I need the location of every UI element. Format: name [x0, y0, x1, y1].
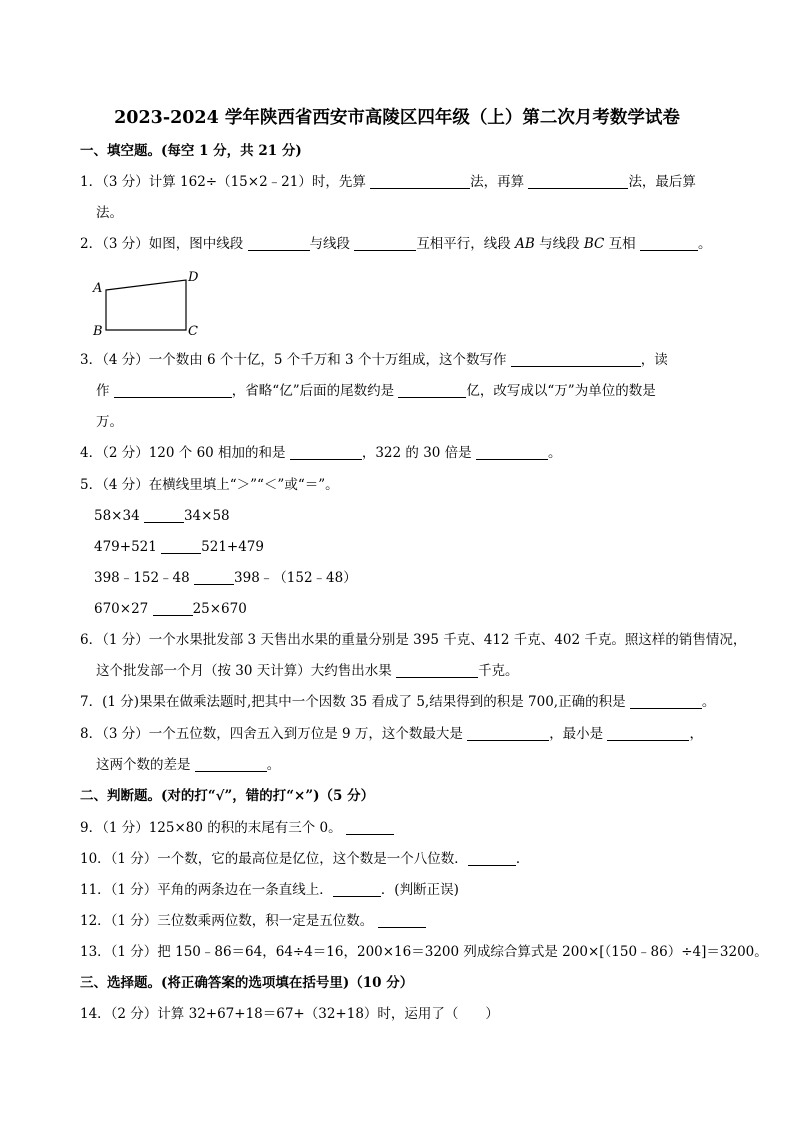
- question-5-stem: 5．（4 分）在横线里填上“＞”“＜”或“＝”。: [80, 477, 339, 493]
- answer-blank[interactable]: [398, 382, 466, 398]
- answer-blank[interactable]: [468, 850, 516, 866]
- answer-blank[interactable]: [607, 725, 689, 741]
- answer-blank[interactable]: [476, 444, 548, 460]
- trapezoid-figure: [88, 262, 208, 342]
- section-true-false-heading: 二、判断题。(对的打“√”，错的打“×”)（5 分）: [80, 788, 375, 804]
- comparison-row-4: 670×27 25×670: [94, 601, 247, 617]
- question-14: 14．（2 分）计算 32+67+18＝67+（32+18）时，运用了（ ）: [80, 1006, 499, 1022]
- answer-blank[interactable]: [114, 382, 232, 398]
- question-6-line-1: 6．（1 分）一个水果批发部 3 天售出水果的重量分别是 395 千克、412 千克、402 千克。照这样的销售情况，: [80, 632, 747, 648]
- answer-blank[interactable]: [378, 912, 426, 928]
- vertex-label-c: C: [188, 324, 198, 339]
- question-3-line-3: 万。: [96, 414, 123, 430]
- answer-blank[interactable]: [195, 756, 267, 772]
- question-4: 4．（2 分）120 个 60 相加的和是 ，322 的 30 倍是 。: [80, 445, 562, 461]
- trapezoid-shape: [106, 280, 186, 330]
- vertex-label-b: B: [93, 324, 103, 339]
- vertex-label-d: D: [188, 270, 199, 285]
- question-8-line-1: 8．（3 分）一个五位数，四舍五入到万位是 9 万，这个数最大是 ，最小是 ，: [80, 726, 703, 742]
- question-9: 9．（1 分）125×80 的积的末尾有三个 0。: [80, 818, 394, 838]
- answer-blank[interactable]: [370, 173, 470, 189]
- answer-blank[interactable]: [333, 881, 381, 897]
- answer-blank[interactable]: [528, 173, 628, 189]
- comparison-row-2: 479+521 521+479: [94, 539, 264, 555]
- comparison-blank[interactable]: [153, 600, 193, 616]
- comparison-blank[interactable]: [194, 569, 234, 585]
- question-12: 12．（1 分）三位数乘两位数，积一定是五位数。: [80, 911, 426, 931]
- comparison-blank[interactable]: [161, 538, 201, 554]
- answer-blank[interactable]: [630, 693, 702, 709]
- answer-blank[interactable]: [511, 351, 641, 367]
- question-2-line-1: 2．（3 分）如图，图中线段 与线段 互相平行，线段 AB 与线段 BC 互相 。: [80, 236, 712, 252]
- answer-blank[interactable]: [346, 819, 394, 835]
- question-6-line-2: 这个批发部一个月（按 30 天计算）大约售出水果 千克。: [96, 663, 519, 679]
- answer-blank[interactable]: [248, 235, 310, 251]
- section-multiple-choice-heading: 三、选择题。(将正确答案的选项填在括号里)（10 分）: [80, 975, 414, 991]
- vertex-label-a: A: [93, 281, 103, 296]
- answer-blank[interactable]: [354, 235, 416, 251]
- question-1-line-1: 1．（3 分）计算 162÷（15×2﹣21）时，先算 法，再算 法，最后算: [80, 174, 696, 190]
- comparison-blank[interactable]: [144, 507, 184, 523]
- answer-blank[interactable]: [640, 235, 698, 251]
- comparison-row-3: 398﹣152﹣48 398﹣（152﹣48）: [94, 570, 357, 586]
- answer-blank[interactable]: [290, 444, 362, 460]
- question-8-line-2: 这两个数的差是 。: [96, 757, 281, 773]
- page-title: 2023-2024 学年陕西省西安市高陵区四年级（上）第二次月考数学试卷: [114, 108, 680, 128]
- comparison-row-1: 58×34 34×58: [94, 508, 230, 524]
- question-13: 13．（1 分）把 150﹣86＝64，64÷4＝16，200×16＝3200 列成综合算式是 200×[（150﹣86）÷4]＝3200。: [80, 944, 768, 960]
- answer-blank[interactable]: [396, 662, 478, 678]
- answer-blank[interactable]: [467, 725, 549, 741]
- question-3-line-2: 作 ，省略“亿”后面的尾数约是 亿，改写成以“万”为单位的数是: [96, 383, 656, 399]
- section-fill-in-heading: 一、填空题。(每空 1 分，共 21 分): [80, 143, 302, 159]
- question-3-line-1: 3．（4 分）一个数由 6 个十亿，5 个千万和 3 个十万组成，这个数写作 ，读: [80, 352, 668, 368]
- question-11: 11．（1 分）平角的两条边在一条直线上． ．(判断正误): [80, 882, 459, 898]
- question-10: 10．（1 分）一个数，它的最高位是亿位，这个数是一个八位数． ．: [80, 851, 530, 867]
- question-7: 7．(1 分)果果在做乘法题时,把其中一个因数 35 看成了 5,结果得到的积是 700,正确的积是 。: [80, 694, 716, 710]
- question-1-line-2: 法。: [96, 205, 123, 221]
